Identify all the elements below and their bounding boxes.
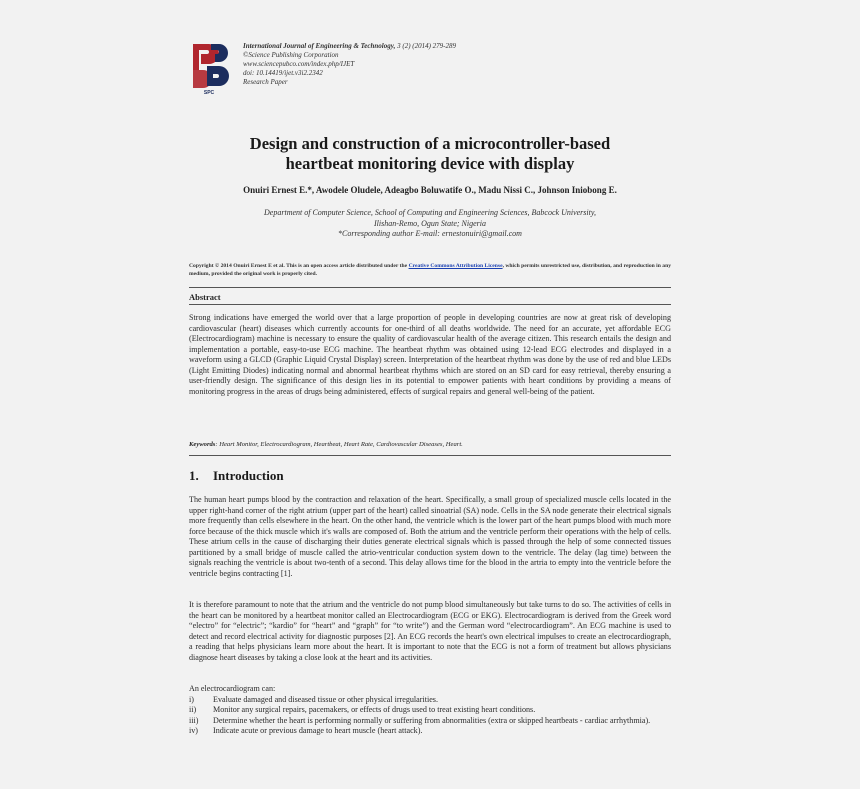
divider [189,455,671,456]
ecg-capabilities-list [189,684,671,737]
author-list: Onuiri Ernest E.*, Awodele Oludele, Adeagbo Boluwatife O., Madu Nissi C., Johnson Iniobong E. [243,185,617,195]
abstract-text: Strong indications have emerged the world over that a large proportion of people in developing countries are now at great risk of developing cardiovascular (heart) diseases which currently accounts for one-third of all deaths worldwide. The need for an accurate, yet affordable ECG (Electrocardiogram) machine is necessary to ensure the quality of cardiovascular health of the average citizen. This research entails the design and implementation a portable, easy-to-use ECG machine. The heartbeat rhythm was obtained using 12-lead ECG electrodes and displayed in a waveform using a GLCD (Graphic Liquid Crystal Display) screen. Interpretation of the heartbeat rhythm was done by the use of red and blue LEDs (Light Emitting Diodes) indicating normal and abnormal heartbeat rhythms which are stored on an SD card for easy retrieval, thereby ensuring a user-friendly design. The significance of this design lies in its potential to empower patients with heart conditions by providing a means of monitoring progress in the areas of drugs being administered, effects of surgical repairs and general well-being of the patient. [189,313,671,396]
list-item: i) Evaluate damaged and diseased tissue or other physical irregularities. [189,694,438,704]
intro-paragraph-2: It is therefore paramount to note that the atrium and the ventricle do not pump blood simultaneously but take turns to do so. The activities of cells in the heart can be monitored by a heartbeat monitor called an Electrocardiogram (ECG or EKG). Electrocardiogram is derived from the Greek word “electro” for “electric”; “kardio” for “heart” and “graph” for “to write”) and the German word “electrocardiogram”. An ECG machine is used to detect and record electrical activity for diagnostic purposes [2]. An ECG records the heart's own electrical impulses to create an electrocardiograph, a reading that helps physicians learn more about the heart. It is important to note that the ECG is not a form of treatment but allows physicians diagnose heart diseases by taking a close look at the heart and its activities. [189,600,671,662]
publisher-logo [189,40,229,96]
journal-header [243,42,456,87]
abstract-heading: Abstract [189,292,221,302]
copyright-notice: Copyright © 2014 Onuiri Ernest E et al. This is an open access article distributed under the Creative Commons Attribution License, which permits unrestricted use, distribution, and reproduction in any medium, provided the original work is properly cited. [189,263,671,277]
journal-website: www.sciencepubco.com/index.php/IJET [243,60,355,68]
doi-line: doi: 10.14419/ijet.v3i2.2342 [243,69,323,77]
keywords: Keywords: Heart Monitor, Electrocardiogram, Heartbeat, Heart Rate, Cardiovascular Diseases, Heart. [189,441,463,448]
paper-title: Design and construction of a microcontroller-based heartbeat monitoring device with display [249,134,611,173]
logo-text: SPC [203,90,215,96]
affiliation: Department of Computer Science, School of Computing and Engineering Sciences, Babcock University, Ilishan-Remo, Ogun State; Nigeria *Corresponding author E-mail: ernestonuiri@gmail.com [264,208,596,238]
section-heading-introduction: 1. Introduction [189,468,284,483]
journal-citation: International Journal of Engineering & Technology, 3 (2) (2014) 279-289 [243,42,457,50]
list-item: ii) Monitor any surgical repairs, pacemakers, or effects of drugs used to treat existing heart conditions. [189,705,536,714]
paper-type: Research Paper [243,78,288,86]
divider [189,304,671,305]
publisher-line: ©Science Publishing Corporation [243,51,339,59]
logo-navy-lower [207,66,229,86]
list-item: iv) Indicate acute or previous damage to heart muscle (heart attack). [189,726,423,735]
intro-paragraph-1: The human heart pumps blood by the contraction and relaxation of the heart. Specifically, a small group of specialized muscle cells located in the upper right-hand corner of the right atrium (upper part of the heart) called sinoatrial (SA) node. Cells in the SA node generate their electrical signals more frequently than cells elsewhere in the heart. On the other hand, the ventricle which is the lower part of the heart pumps blood with much more force because of the thick muscle which it's walls are composed of. Both the atrium and the ventricle perform their operations with the help of cells. These atrium cells in the cause of discharging their duties generate electrical signals which is passed through the help of some connected tissues partitioned by a small bridge of muscle called the atrio-ventricular conduction system down to the ventricle. The delay (lag time) between the signals reaching the ventricle is about two-tenth of a second. This delay allows time for the blood in the artria to empty into the ventricle before the ventricle begins contracting [1]. [189,495,671,578]
divider [189,287,671,288]
list-item: iii) Determine whether the heart is performing normally or suffering from abnormalities (extra or skipped heartbeats - cardiac arrhythmia). [189,715,651,725]
license-link[interactable]: Creative Commons Attribution License [408,263,503,269]
list-intro: An electrocardiogram can: [189,684,276,693]
